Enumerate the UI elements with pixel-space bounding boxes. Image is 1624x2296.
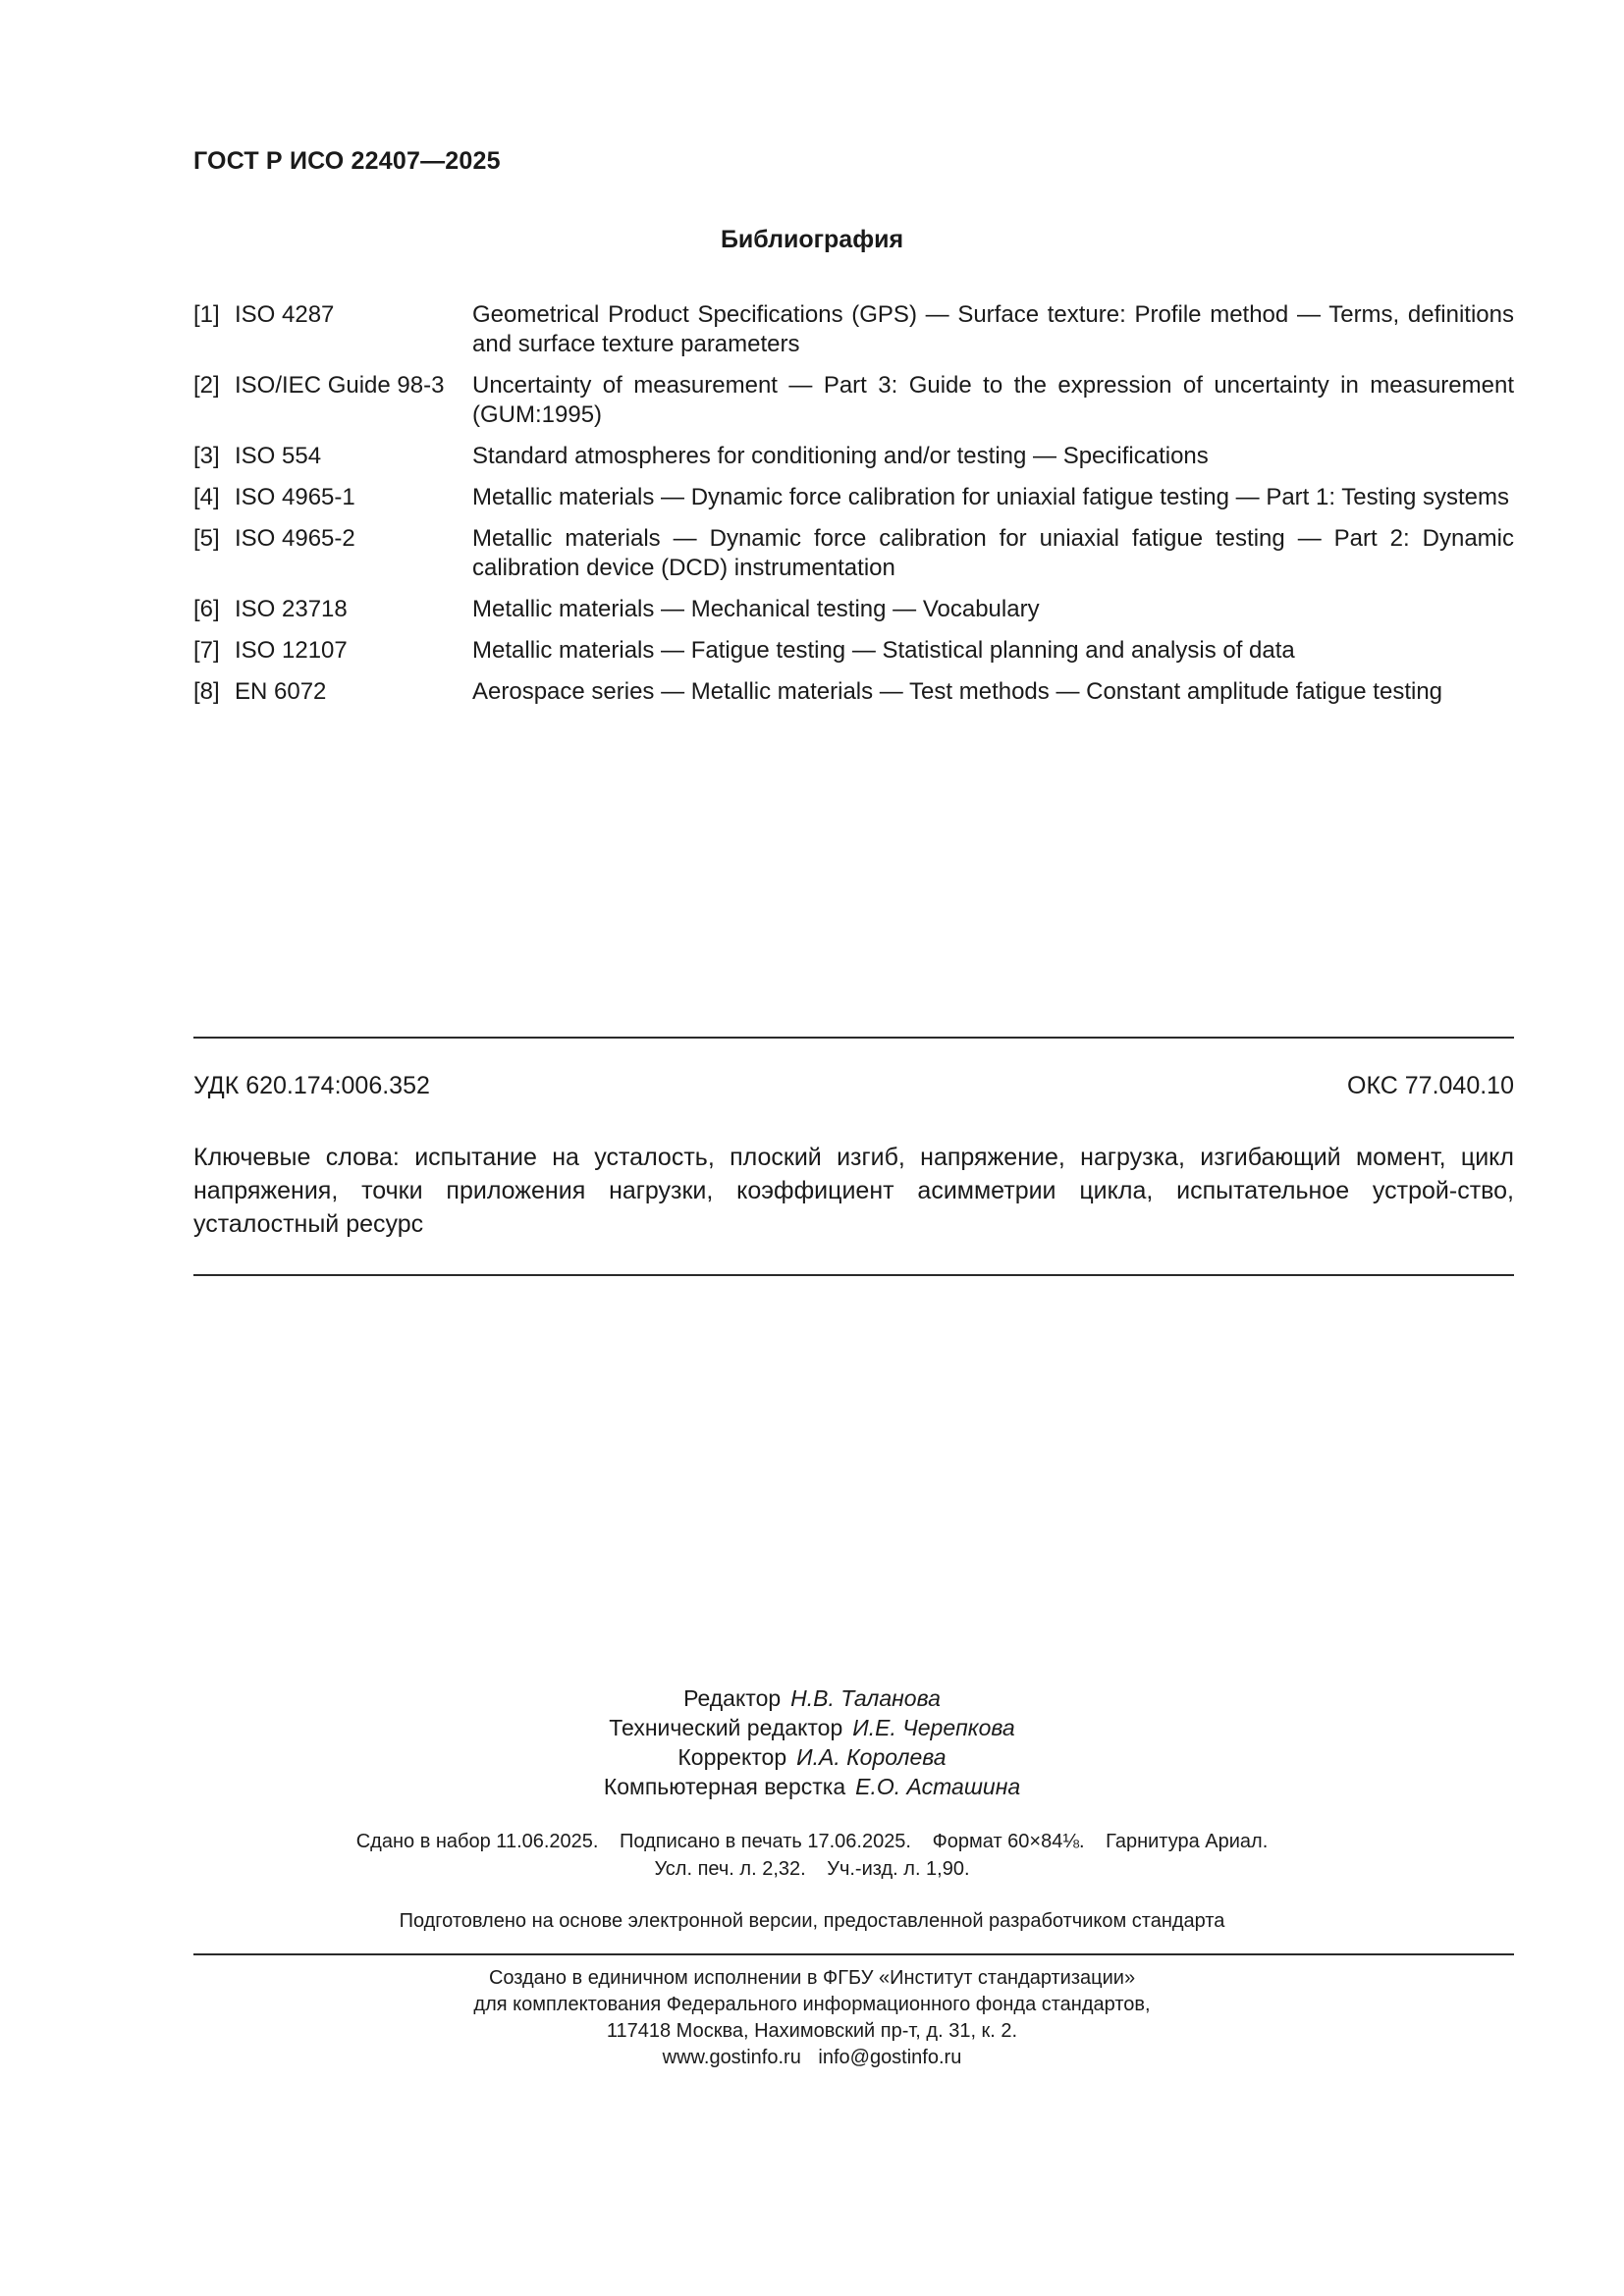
bibliography-item-title: Uncertainty of measurement — Part 3: Guide to the expression of uncertainty in measurement (GUM:1995) [472,372,1514,428]
bibliography-item-number: [8] [193,678,220,705]
signed-date: Подписано в печать 17.06.2025. [620,1831,911,1852]
bibliography-item-number: [1] [193,301,220,328]
bibliography-item-title: Standard atmospheres for conditioning and/or testing — Specifications [472,443,1209,469]
credit-line [0,1713,1624,1742]
credit-role: Компьютерная верстка [603,1774,846,1799]
print-info-line-1 [0,1828,1624,1855]
publisher-sheets: Уч.-изд. л. 1,90. [827,1858,970,1880]
credit-line [0,1683,1624,1713]
bibliography-item-number: [7] [193,637,220,664]
credit-role: Редактор [683,1685,782,1711]
bibliography-item-number: [6] [193,596,220,622]
paper-format: Формат 60×84⅛. [932,1831,1085,1852]
bibliography-item [193,677,1514,707]
publisher-address: 117418 Москва, Нахимовский пр-т, д. 31, к. 2. [606,2020,1018,2042]
keywords-paragraph: Ключевые слова: испытание на усталость, плоский изгиб, напряжение, нагрузка, изгибающий момент, цикл напряжения, точки приложения нагрузки, коэффициент асимметрии цикла, испытательное устрой-ство, усталостный ресурс [193,1144,1514,1238]
udk-code: УДК 620.174:006.352 [193,1072,430,1099]
divider-bottom [193,1953,1514,1955]
credits-block [0,1683,1624,1801]
bibliography-item-title: Geometrical Product Specifications (GPS) — Surface texture: Profile method — Terms, definitions and surface texture parameters [472,301,1514,357]
bibliography-item-code: ISO 4287 [235,301,335,328]
print-info-line-2 [0,1855,1624,1883]
bibliography-list [193,300,1514,719]
bibliography-item-title: Metallic materials — Mechanical testing — Vocabulary [472,596,1040,622]
credit-name: Н.В. Таланова [790,1685,941,1711]
bibliography-item [193,300,1514,359]
credit-line [0,1742,1624,1772]
bibliography-item-title: Metallic materials — Dynamic force calibration for uniaxial fatigue testing — Part 2: Dynamic calibration device (DCD) instrumentation [472,525,1514,581]
bibliography-item-code: ISO 12107 [235,637,348,664]
bibliography-item-code: EN 6072 [235,678,327,705]
oks-code: ОКС 77.040.10 [1347,1072,1514,1099]
credit-name: Е.О. Асташина [855,1774,1021,1799]
bibliography-item [193,595,1514,624]
bibliography-item [193,524,1514,583]
bibliography-item-code: ISO 554 [235,443,322,469]
print-sheets: Усл. печ. л. 2,32. [654,1858,806,1880]
publisher-contacts [0,2045,1624,2071]
print-info [0,1828,1624,1883]
credit-line [0,1772,1624,1801]
bibliography-item-title: Metallic materials — Fatigue testing — Statistical planning and analysis of data [472,637,1295,664]
website-link[interactable]: www.gostinfo.ru [662,2047,801,2068]
email-link[interactable]: info@gostinfo.ru [818,2047,962,2068]
credit-role: Корректор [677,1744,787,1770]
bibliography-item-title: Metallic materials — Dynamic force calibration for uniaxial fatigue testing — Part 1: Testing systems [472,484,1509,510]
publisher-block [0,1965,1624,2071]
bibliography-item-code: ISO 23718 [235,596,348,622]
standard-code: ГОСТ Р ИСО 22407—2025 [193,147,501,175]
typeface: Гарнитура Ариал. [1106,1831,1269,1852]
publisher-line: для комплектования Федерального информационного фонда стандартов, [473,1994,1151,2015]
credit-name: И.А. Королева [796,1744,947,1770]
bibliography-item [193,636,1514,666]
bibliography-item-code: ISO 4965-2 [235,525,355,552]
credit-role: Технический редактор [609,1715,843,1740]
bibliography-item [193,371,1514,430]
bibliography-item-code: ISO 4965-1 [235,484,355,510]
publisher-line: Создано в единичном исполнении в ФГБУ «Институт стандартизации» [488,1967,1136,1989]
prepared-note: Подготовлено на основе электронной версии, предоставленной разработчиком стандарта [399,1910,1225,1932]
divider-keywords [193,1274,1514,1276]
submitted-date: Сдано в набор 11.06.2025. [355,1831,599,1852]
divider-top [193,1037,1514,1039]
bibliography-item-title: Aerospace series — Metallic materials — Test methods — Constant amplitude fatigue testing [472,678,1443,705]
bibliography-item-code: ISO/IEC Guide 98-3 [235,372,445,399]
bibliography-item-number: [5] [193,525,220,552]
bibliography-item-number: [3] [193,443,220,469]
bibliography-item [193,483,1514,512]
bibliography-item [193,442,1514,471]
credit-name: И.Е. Черепкова [852,1715,1015,1740]
bibliography-title: Библиография [720,226,904,253]
bibliography-item-number: [2] [193,372,220,399]
bibliography-item-number: [4] [193,484,220,510]
